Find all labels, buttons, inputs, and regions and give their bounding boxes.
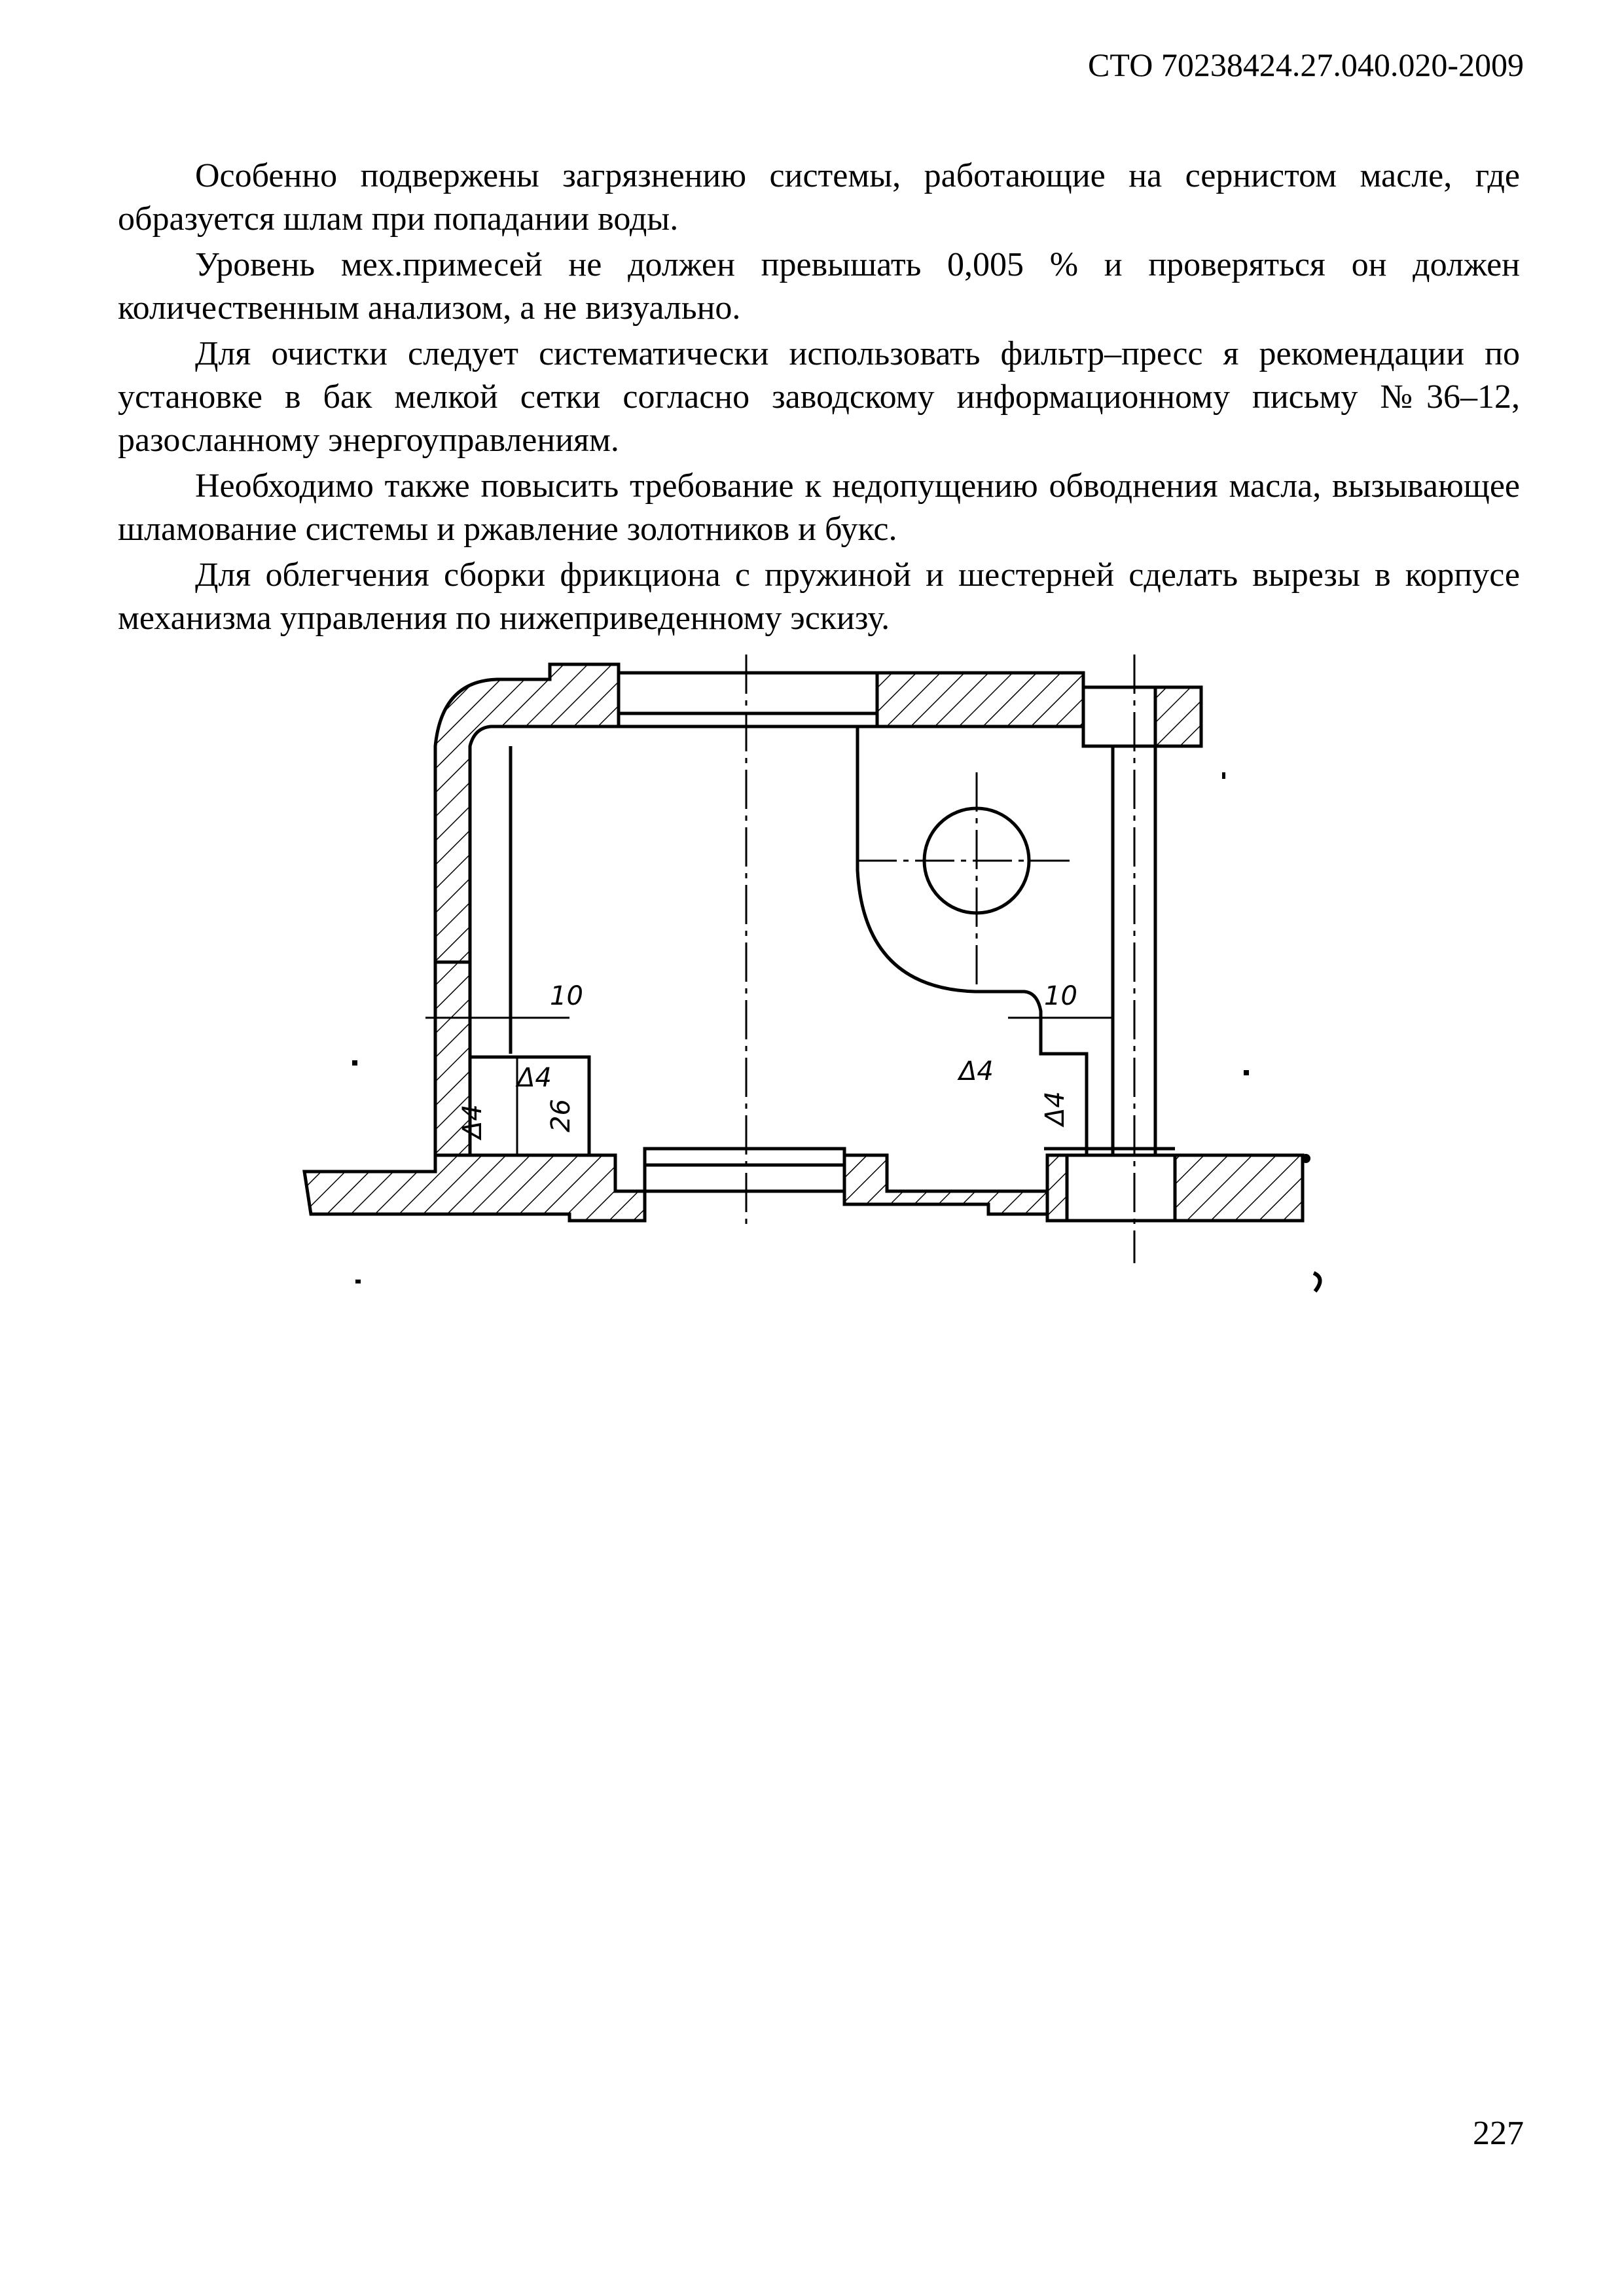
paragraph-3: Для очистки следует систематически использовать фильтр–пресс я рекомендации по установке в бак мелкой сетки согласно заводскому информационному письму №36–12, разосланному энергоуправлениям. [118, 335, 1520, 459]
base-right [1047, 1155, 1067, 1221]
paragraph-1: Особенно подвержены загрязнению системы, работающие на сернистом масле, где образуется шлам при попадании воды. [118, 157, 1520, 238]
top-wall-left [435, 664, 619, 962]
dim-left-10: 10 [550, 981, 583, 1011]
bottom-bolt-hole [1067, 1155, 1175, 1221]
top-opening [619, 673, 877, 726]
center-lines [746, 655, 1134, 1263]
paragraph-4: Необходимо также повысить требование к недопущению обводнения масла, вызывающее шламование системы и ржавление золотников и букс. [118, 467, 1520, 548]
paragraph-2: Уровень мех.примесей не должен превышать 0,005 % и проверяться он должен количественным анализом, а не визуально. [118, 246, 1520, 327]
dim-26: 26 [546, 1099, 576, 1132]
bolt-boss [1155, 687, 1201, 746]
bottom-opening [645, 1149, 844, 1191]
weld-left-side: Δ4 [458, 1104, 488, 1139]
weld-right-side: Δ4 [1040, 1091, 1070, 1126]
mechanism-housing-sketch [288, 645, 1322, 1306]
paragraph-5: Для облегчения сборки фрикциона с пружиной и шестерней сделать вырезы в корпусе механизма управления по нижеприведенному эскизу. [118, 556, 1520, 637]
weld-center: Δ4 [959, 1056, 994, 1086]
weld-left-top: Δ4 [517, 1063, 552, 1093]
top-wall-right [877, 673, 1083, 726]
base-middle [844, 1155, 1047, 1214]
right-cutout [857, 726, 1087, 1155]
document-code: СТО 70238424.27.040.020-2009 [1088, 46, 1524, 83]
dim-right-10: 10 [1044, 981, 1077, 1011]
base-far-right [1175, 1155, 1303, 1221]
outlines [470, 673, 1175, 1221]
body-text [118, 154, 1520, 643]
base-left [304, 1155, 645, 1221]
top-bolt-hole [1083, 687, 1155, 746]
page-number: 227 [1473, 2115, 1524, 2152]
